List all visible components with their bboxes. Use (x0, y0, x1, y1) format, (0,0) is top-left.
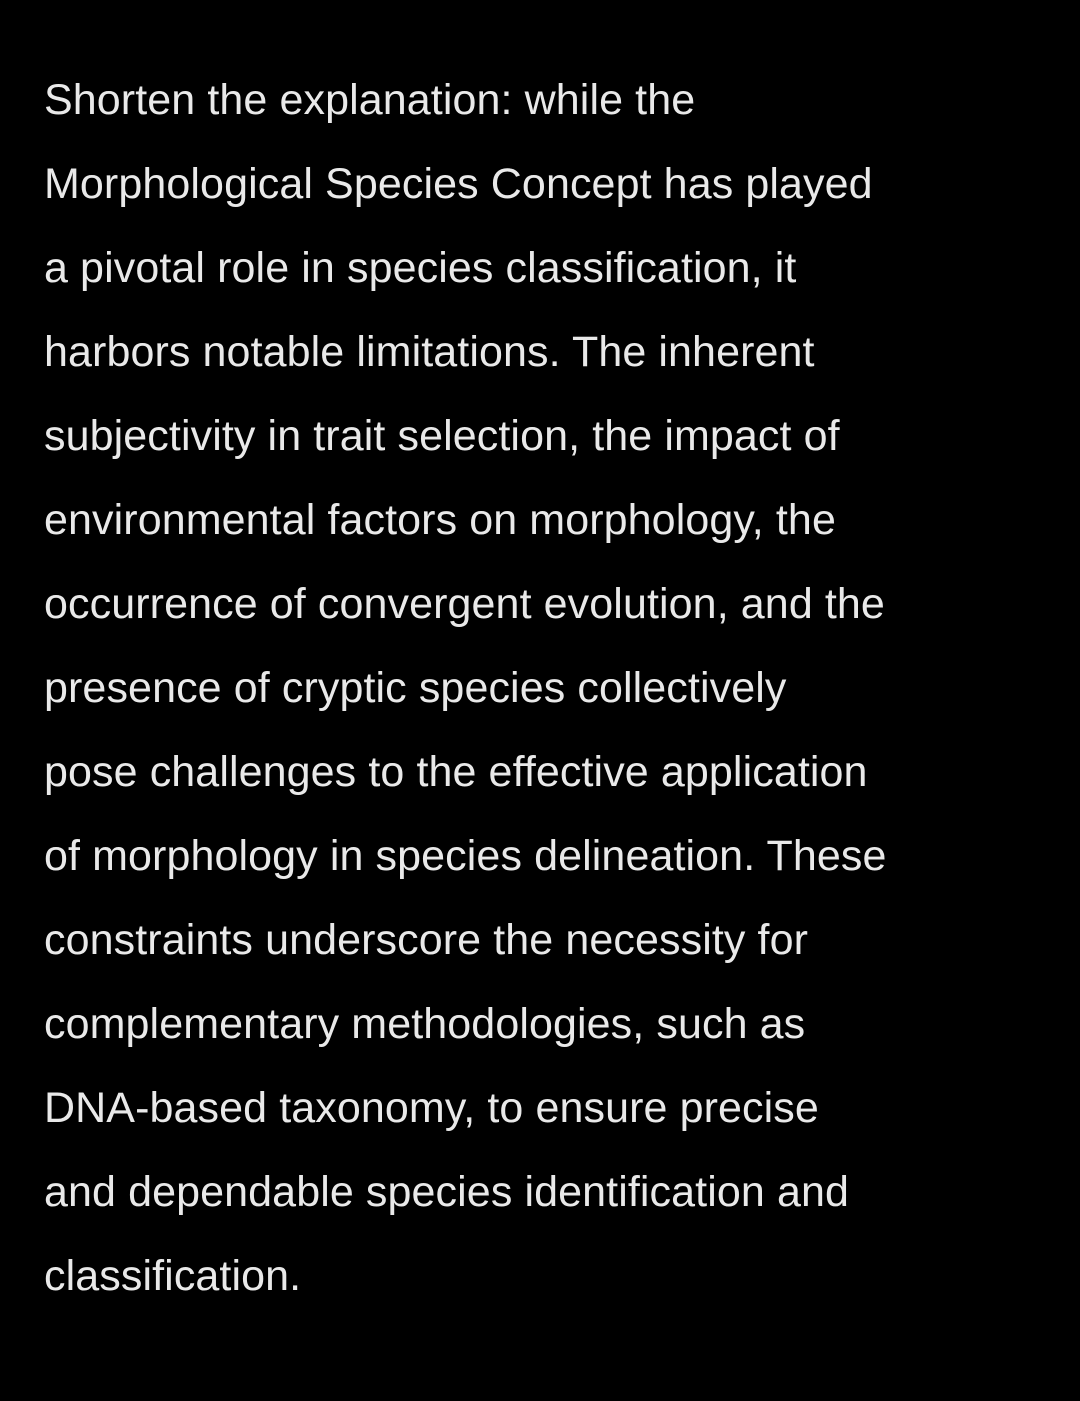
message-line: pose challenges to the effective application (44, 748, 868, 796)
message-line: and dependable species identification and (44, 1168, 849, 1216)
message-line: a pivotal role in species classification, it (44, 244, 797, 292)
message-line: subjectivity in trait selection, the impact of (44, 412, 840, 460)
message-line: harbors notable limitations. The inherent (44, 328, 815, 376)
message-line: constraints underscore the necessity for (44, 916, 809, 964)
message-line: of morphology in species delineation. These (44, 832, 887, 880)
message-line: presence of cryptic species collectively (44, 664, 787, 712)
message-line: complementary methodologies, such as (44, 1000, 806, 1048)
message-line: DNA-based taxonomy, to ensure precise (44, 1084, 819, 1132)
message-line: Morphological Species Concept has played (44, 160, 873, 208)
message-line: classification. (44, 1252, 302, 1300)
message-line: occurrence of convergent evolution, and the (44, 580, 885, 628)
message-line: environmental factors on morphology, the (44, 496, 836, 544)
message-text (44, 58, 1064, 1318)
message-line: Shorten the explanation: while the (44, 76, 696, 124)
